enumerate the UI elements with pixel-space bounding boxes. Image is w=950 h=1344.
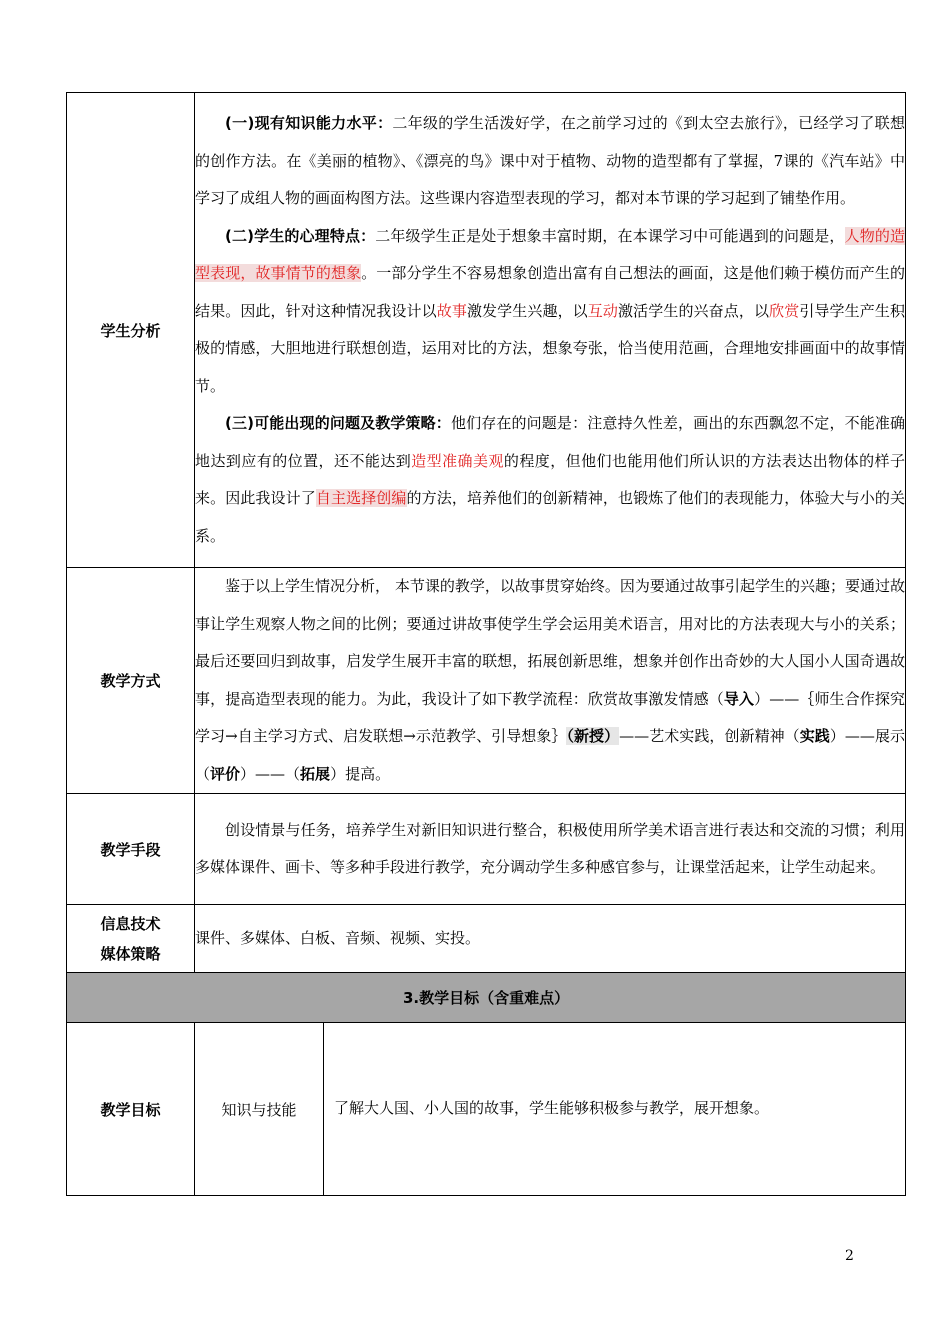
text-method-d: ）——展示（: [195, 727, 905, 783]
text-it-media: 课件、多媒体、白板、音频、视频、实投。: [195, 928, 481, 947]
cell-student-analysis: [195, 93, 906, 568]
text-method-c: ——艺术实践，创新精神（: [619, 727, 800, 745]
row-teaching-method: [67, 568, 906, 794]
highlight-interaction: 互动: [587, 301, 619, 320]
text-psychology-d: 激活学生的兴奋点，以: [618, 301, 770, 320]
stage-extension: 拓展: [300, 764, 331, 783]
heading-psychology: (二)学生的心理特点：: [225, 226, 376, 245]
paragraph-teaching-method: [195, 568, 905, 793]
stage-introduction: 导入: [723, 689, 755, 708]
heading-knowledge-level: (一)现有知识能力水平：: [225, 114, 393, 132]
section3-title: 3.教学目标（含重难点）: [67, 973, 906, 1023]
paragraph-problems-strategy: [195, 405, 905, 555]
label-knowledge-skills: 知识与技能: [195, 1023, 324, 1196]
label-it-media: [67, 905, 195, 973]
row-it-media: [67, 905, 906, 973]
text-method-e: ）——（: [240, 764, 301, 783]
row-objectives: [67, 1023, 906, 1196]
text-method-b: ）——｛师生合作探究学习→自主学习方式、启发联想→示范教学、引导想象｝: [195, 689, 905, 745]
cell-it-media: [195, 905, 906, 973]
cell-teaching-method: [195, 568, 906, 794]
page-number: 2: [845, 1248, 854, 1264]
text-problems-c: 的方法，培养他们的创新精神，也锻炼了他们的表现能力，体验大与小的关系。: [195, 489, 905, 545]
text-objectives: 了解大人国、小人国的故事，学生能够积极参与教学，展开想象。: [334, 1099, 770, 1118]
text-problems-a: 他们存在的问题是：注意持久性差，画出的东西飘忽不定，不能准确地达到应有的位置，还不能达到: [195, 414, 906, 470]
label-it-media-line2: 媒体策略: [100, 944, 161, 963]
text-method-f: ）提高。: [330, 764, 391, 783]
row-section3-header: [67, 973, 906, 1023]
highlight-story: 故事: [436, 301, 467, 320]
label-teaching-means: 教学手段: [67, 794, 195, 905]
highlight-modeling-plot: 人物的造型表现，故事情节的想象: [195, 226, 905, 282]
document-page: [66, 92, 905, 1196]
heading-problems-strategy: (三)可能出现的问题及教学策略：: [225, 414, 451, 432]
text-method-a: 鉴于以上学生情况分析， 本节课的教学，以故事贯穿始终。因为要通过故事引起学生的兴趣；要通过故事让学生观察人物之间的比例；要通过讲故事使学生学会运用美术语言，用对比的方法表现大与小的关系；最后还要回归到故事，启发学生展开丰富的联想，拓展创新思维，想象并创作出奇妙的大人国小人国奇遇故事，提高造型表现的能力。为此，我设计了如下教学流程：欣赏故事激发情感（: [195, 577, 906, 708]
row-student-analysis: [67, 93, 906, 568]
text-psychology-b: 。一部分学生不容易想象创造出富有自己想法的画面，这是他们赖于模仿而产生的结果。因此，针对这种情况我设计以: [195, 264, 905, 320]
paragraph-knowledge-level: [195, 105, 905, 218]
lesson-plan-table: [66, 92, 906, 1196]
highlight-self-selection: 自主选择创编: [315, 489, 407, 507]
label-objectives: 教学目标: [67, 1023, 195, 1196]
text-problems-b: 的程度，但他们也能用他们所认识的方法表达出物体的样子来。因此我设计了: [195, 451, 905, 507]
stage-practice: 实践: [799, 727, 830, 745]
cell-objectives: [324, 1023, 906, 1196]
cell-teaching-means: [195, 794, 906, 905]
highlight-accurate-modeling: 造型准确美观: [411, 451, 504, 470]
text-knowledge-level: 二年级的学生活泼好学，在之前学习过的《到太空去旅行》，已经学习了联想的创作方法。在《美丽的植物》、《漂亮的鸟》课中对于植物、动物的造型都有了掌握，7课的《汽车站》中学习了成组人物的画面构图方法。这些课内容造型表现的学习，都对本节课的学习起到了铺垫作用。: [195, 114, 906, 207]
row-teaching-means: [67, 794, 906, 905]
text-psychology-c: 激发学生兴趣，以: [466, 301, 588, 320]
text-psychology-a: 二年级学生正是处于想象丰富时期，在本课学习中可能遇到的问题是，: [375, 226, 845, 245]
label-it-media-line1: 信息技术: [100, 914, 161, 933]
label-teaching-method: 教学方式: [67, 568, 195, 794]
stage-evaluation: 评价: [210, 764, 241, 783]
text-psychology-e: 引导学生产生积极的情感，大胆地进行联想创造，运用对比的方法，想象夸张，恰当使用范画，合理地安排画面中的故事情节。: [195, 301, 906, 395]
stage-new-lesson: （新授）: [566, 727, 620, 745]
paragraph-psychology: [195, 218, 905, 406]
highlight-appreciation: 欣赏: [769, 301, 800, 320]
label-student-analysis: 学生分析: [67, 93, 195, 568]
text-teaching-means: 创设情景与任务，培养学生对新旧知识进行整合，积极使用所学美术语言进行表达和交流的习惯；利用多媒体课件、画卡、等多种手段进行教学，充分调动学生多种感官参与，让课堂活起来，让学生动起来。: [195, 820, 906, 876]
